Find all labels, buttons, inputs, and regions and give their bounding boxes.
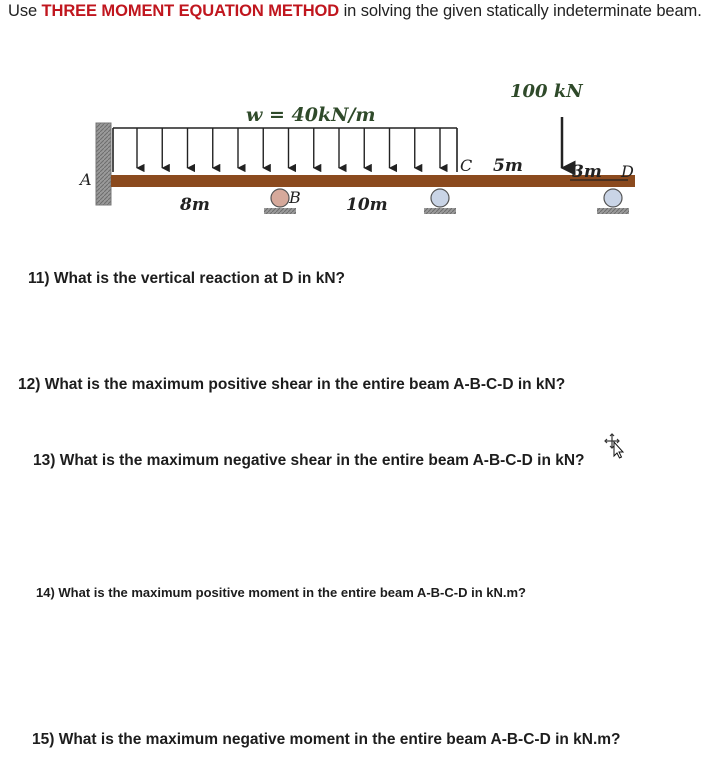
instruction-method: THREE MOMENT EQUATION METHOD [41, 2, 340, 20]
span-ab: 8m [180, 195, 210, 215]
beam [111, 175, 635, 187]
span-load-d: 3m [572, 162, 602, 182]
label-d: D [621, 162, 634, 181]
question-15: 15) What is the maximum negative moment in the entire beam A-B-C-D in kN.m? [32, 731, 621, 748]
move-cursor-icon [604, 433, 628, 459]
label-a: A [80, 170, 92, 189]
instruction-prefix: Use [8, 2, 42, 20]
question-13: 13) What is the maximum negative shear in the entire beam A-B-C-D in kN? [33, 452, 585, 469]
instruction-suffix: in solving the given statically indeterminate beam. [339, 2, 702, 20]
question-14: 14) What is the maximum positive moment in the entire beam A-B-C-D in kN.m? [36, 585, 526, 600]
span-c-load: 5m [493, 156, 523, 176]
beam-diagram [0, 0, 721, 260]
span-bc: 10m [346, 195, 388, 215]
question-11: 11) What is the vertical reaction at D in kN? [28, 270, 345, 287]
question-12: 12) What is the maximum positive shear in the entire beam A-B-C-D in kN? [18, 376, 566, 393]
roller-support-d [597, 189, 629, 214]
udl-label: w = 40kN/m [246, 104, 376, 126]
point-load-label: 100 kN [510, 81, 583, 102]
roller-support-c [424, 189, 456, 214]
fixed-support-a [96, 123, 111, 205]
udl-load [113, 128, 457, 172]
udl-arrows [137, 128, 440, 168]
label-c: C [460, 156, 473, 175]
label-b: B [289, 188, 301, 207]
